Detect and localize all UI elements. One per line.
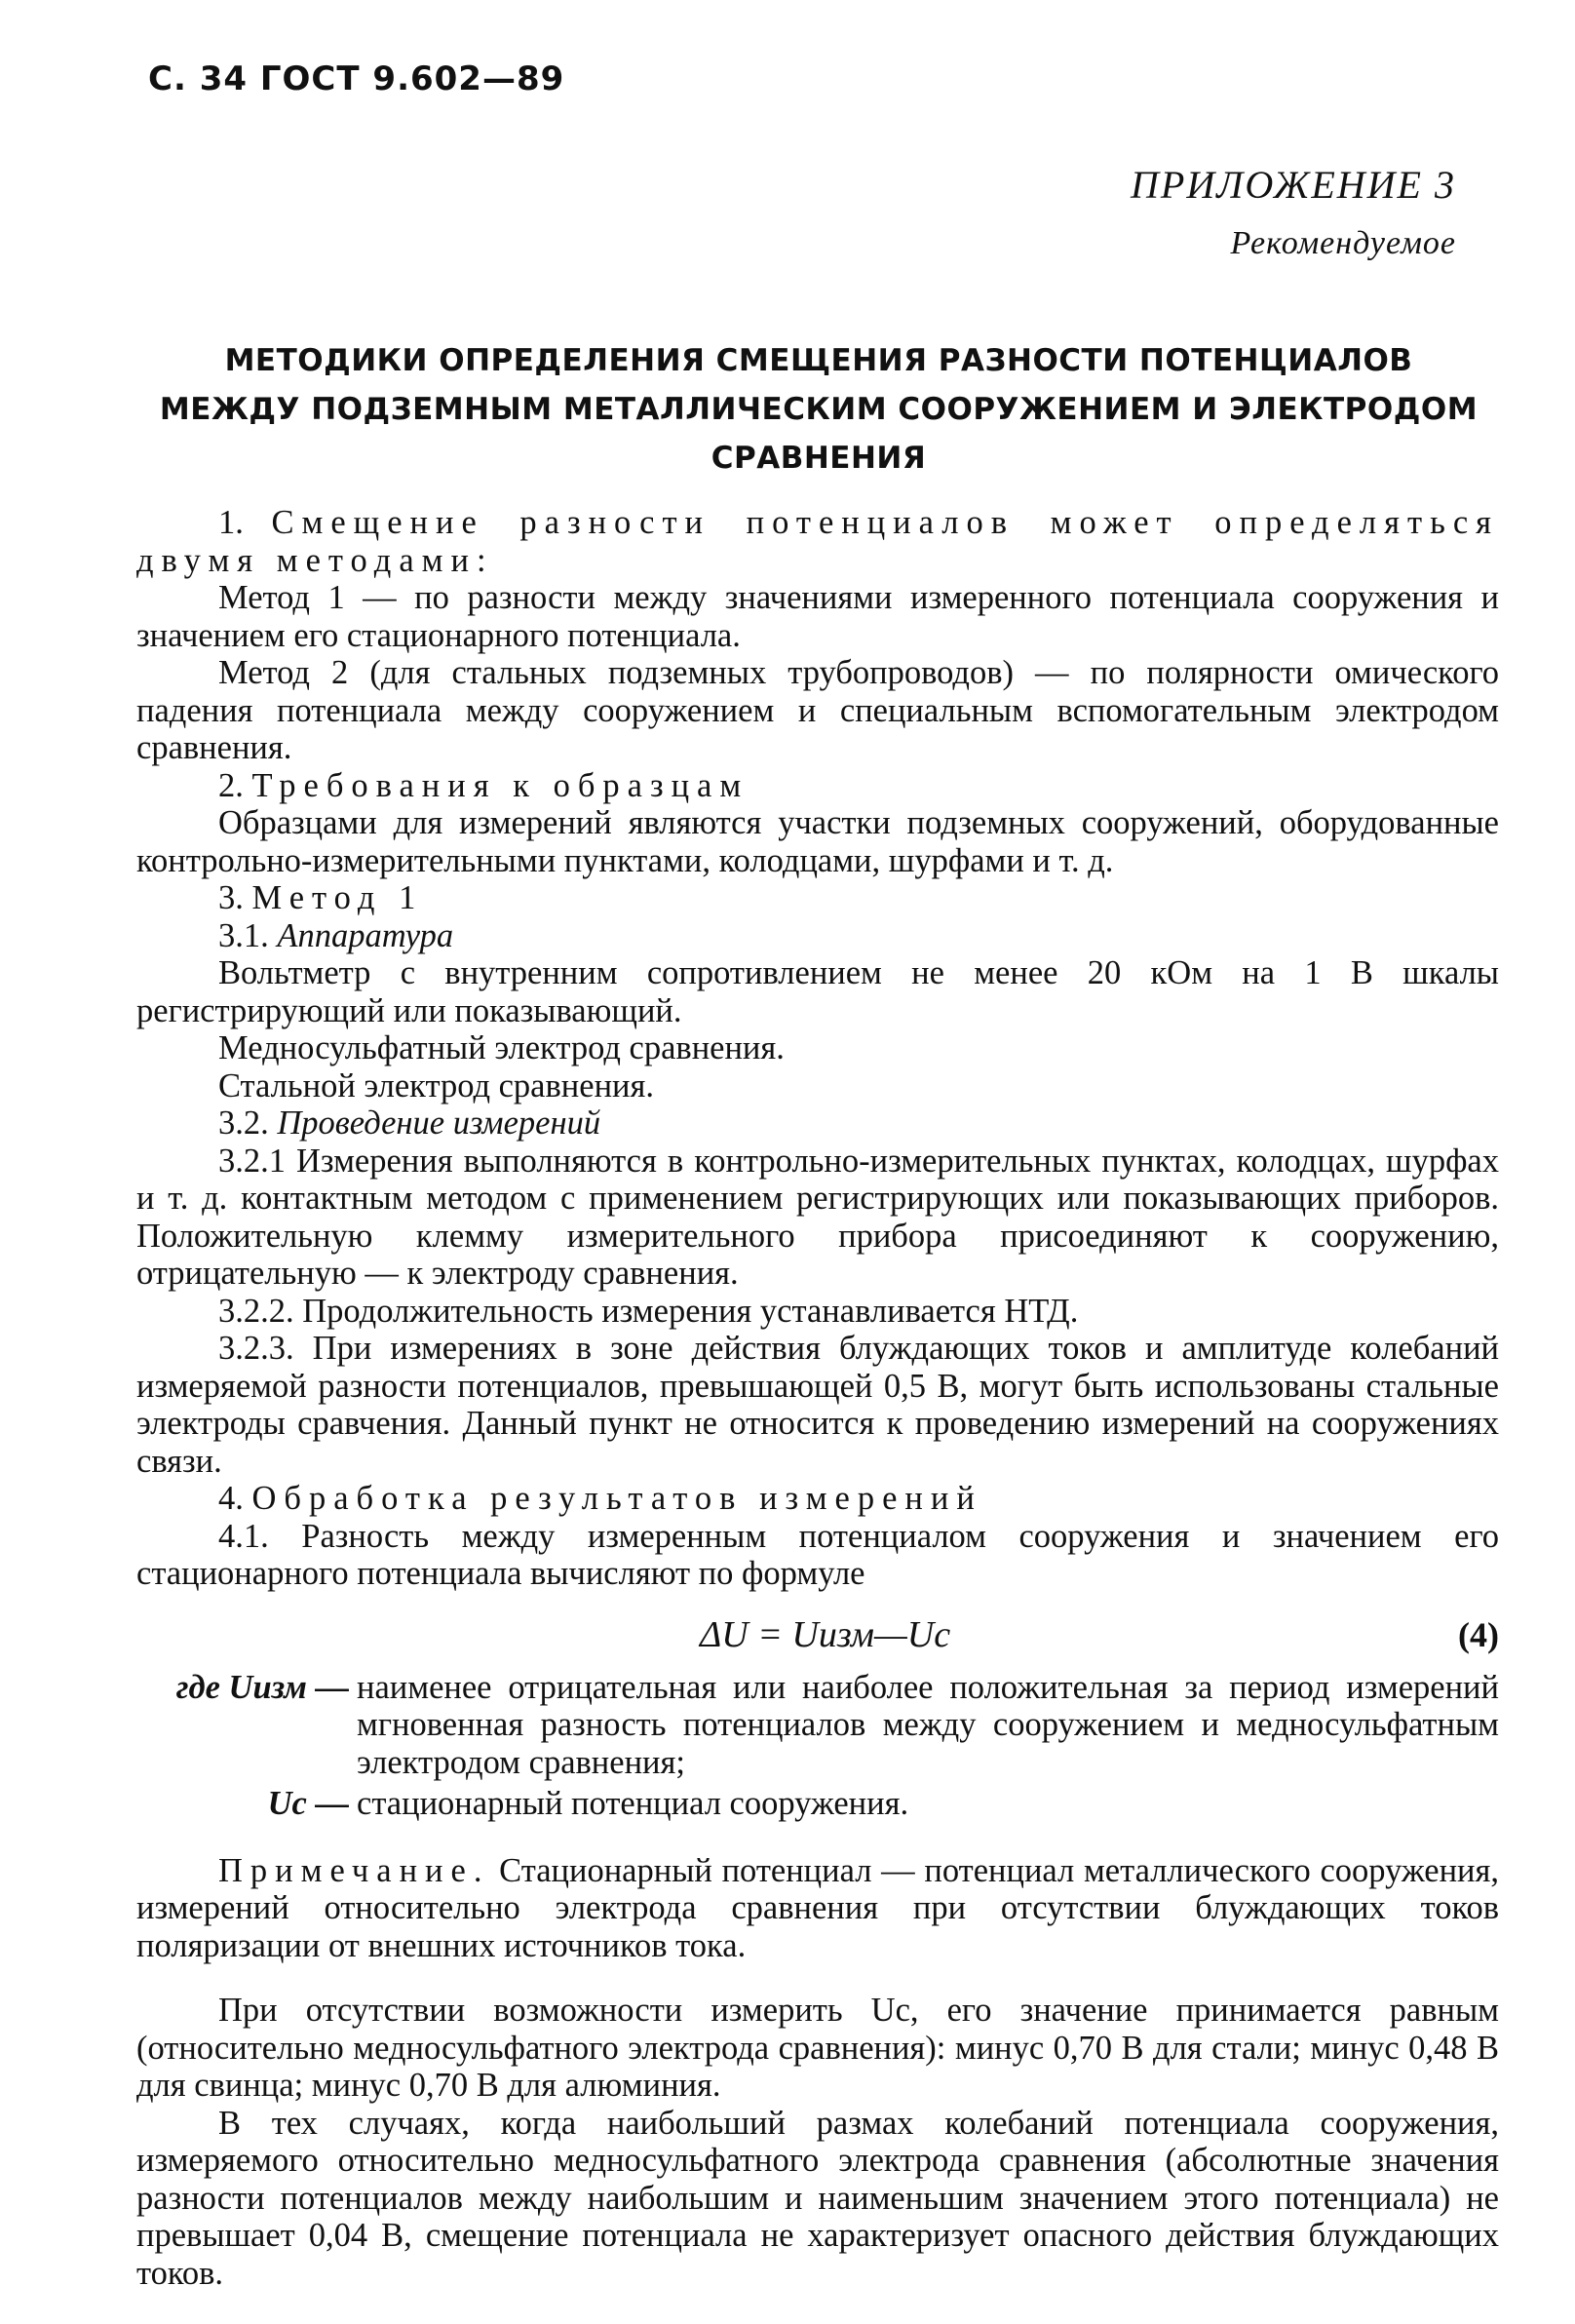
note-label: Примечание. — [218, 1851, 490, 1889]
section-1-heading — [136, 504, 1499, 579]
formula: ΔU = Uизм—Uс — [700, 1613, 951, 1655]
section-2-heading — [136, 767, 1499, 805]
equipment-item: Вольтметр с внутренним сопротивлением не менее 20 кОм на 1 В шкалы регистрирующий или показывающий. — [136, 954, 1499, 1029]
section-number: 1. — [218, 504, 244, 541]
appendix-label: ПРИЛОЖЕНИЕ 3 — [1131, 163, 1456, 207]
title-line: МЕТОДИКИ ОПРЕДЕЛЕНИЯ СМЕЩЕНИЯ РАЗНОСТИ ПОТЕНЦИАЛОВ — [224, 343, 1413, 378]
method-1-paragraph: Метод 1 — по разности между значениями измеренного потенциала сооружения и значением его стационарного потенциала. — [136, 579, 1499, 654]
samples-paragraph: Образцами для измерений являются участки подземных сооружений, оборудованные контрольно-измерительными пунктами, колодцами, шурфами и т. д. — [136, 804, 1499, 879]
section-title: Проведение измерений — [277, 1104, 601, 1142]
equipment-item: Стальной электрод сравнения. — [218, 1066, 654, 1104]
section-title: Обработка результатов измерений — [251, 1480, 982, 1517]
formula-legend-row — [136, 1669, 1499, 1782]
subsection-3-1-heading — [136, 917, 1499, 955]
formula-number: (4) — [1458, 1614, 1499, 1654]
appendix-status: Рекомендуемое — [1230, 225, 1456, 261]
note-text: Стационарный потенциал — потенциал металлического сооружения, измерений относительно электрода сравнения при отсутствии блуждающих токов поляризации от внешних источников тока. — [136, 1851, 1499, 1964]
measurement-paragraph: 3.2.1 Измерения выполняются в контрольно-измерительных пунктах, колодцах, шурфах и т. д. контактным методом с применением регистрирующих или показывающих приборов. Положительную клемму измерительного прибора присоединяют к сооружению, отрицательную — к электроду сравнения. — [136, 1142, 1499, 1292]
subsection-3-2-heading — [136, 1104, 1499, 1143]
measurement-paragraph: 3.2.3. При измерениях в зоне действия блуждающих токов и амплитуде колебаний измеряемой разности потенциалов, превышающей 0,5 В, могут быть использованы стальные электроды сравчения. Данный пункт не относится к проведению измерений на сооружениях связи. — [136, 1330, 1499, 1480]
legend-symbol: Uс — — [267, 1785, 349, 1822]
page-header: С. 34 ГОСТ 9.602—89 — [148, 59, 565, 98]
formula-legend-row — [136, 1785, 1499, 1823]
section-number: 2. — [218, 766, 244, 804]
section-title: Метод 1 — [251, 879, 424, 916]
section-number: 3.1. — [218, 916, 269, 954]
equipment-item: Медносульфатный электрод сравнения. — [218, 1029, 785, 1066]
title-line: СРАВНЕНИЯ — [711, 441, 927, 476]
section-number: 4. — [218, 1480, 244, 1517]
section-number: 3.2. — [218, 1104, 269, 1142]
appendix-block — [1131, 156, 1456, 273]
paragraph-default-potential: При отсутствии возможности измерить Uс, его значение принимается равным (относительно медносульфатного электрода сравнения): минус 0,70 В для стали; минус 0,48 В для свинца; минус 0,70 В для алюминия. — [136, 1992, 1499, 2104]
section-title: Смещение разности потенциалов может определяться двумя методами: — [136, 504, 1500, 579]
subsection-4-1-paragraph: 4.1. Разность между измеренным потенциалом сооружения и значением его стационарного потенциала вычисляют по формуле — [136, 1517, 1499, 1592]
note-paragraph — [136, 1852, 1499, 1965]
measurement-paragraph: 3.2.2. Продолжительность измерения устанавливается НТД. — [218, 1292, 1079, 1330]
section-3-heading — [136, 879, 1499, 917]
paragraph-potential-shift: В тех случаях, когда наибольший размах колебаний потенциала сооружения, измеряемого относительно медносульфатного электрода сравнения (абсолютные значения разности потенциалов между наибольшим и наименьшим значением этого потенциала) не превышает 0,04 В, смещение потенциала не характеризует опасного действия блуждающих токов. — [136, 2104, 1499, 2292]
title-line: МЕЖДУ ПОДЗЕМНЫМ МЕТАЛЛИЧЕСКИМ СООРУЖЕНИЕМ И ЭЛЕКТРОДОМ — [159, 392, 1479, 427]
section-4-heading — [136, 1480, 1499, 1518]
legend-text: стационарный потенциал сооружения. — [357, 1785, 909, 1822]
document-body — [136, 504, 1499, 2292]
section-title: Аппаратура — [277, 916, 454, 954]
legend-symbol: где Uизм — — [175, 1668, 349, 1706]
legend-text: наименее отрицательная или наиболее положительная за период измерений мгновенная разность потенциалов между сооружением и медносульфатным электродом сравнения; — [357, 1668, 1499, 1781]
document-title — [146, 336, 1491, 483]
section-number: 3. — [218, 879, 244, 916]
formula-block — [136, 1607, 1499, 1665]
section-title: Требования к образцам — [251, 766, 749, 804]
method-2-paragraph: Метод 2 (для стальных подземных трубопроводов) — по полярности омического падения потенциала между сооружением и специальным вспомогательным электродом сравнения. — [136, 654, 1499, 766]
